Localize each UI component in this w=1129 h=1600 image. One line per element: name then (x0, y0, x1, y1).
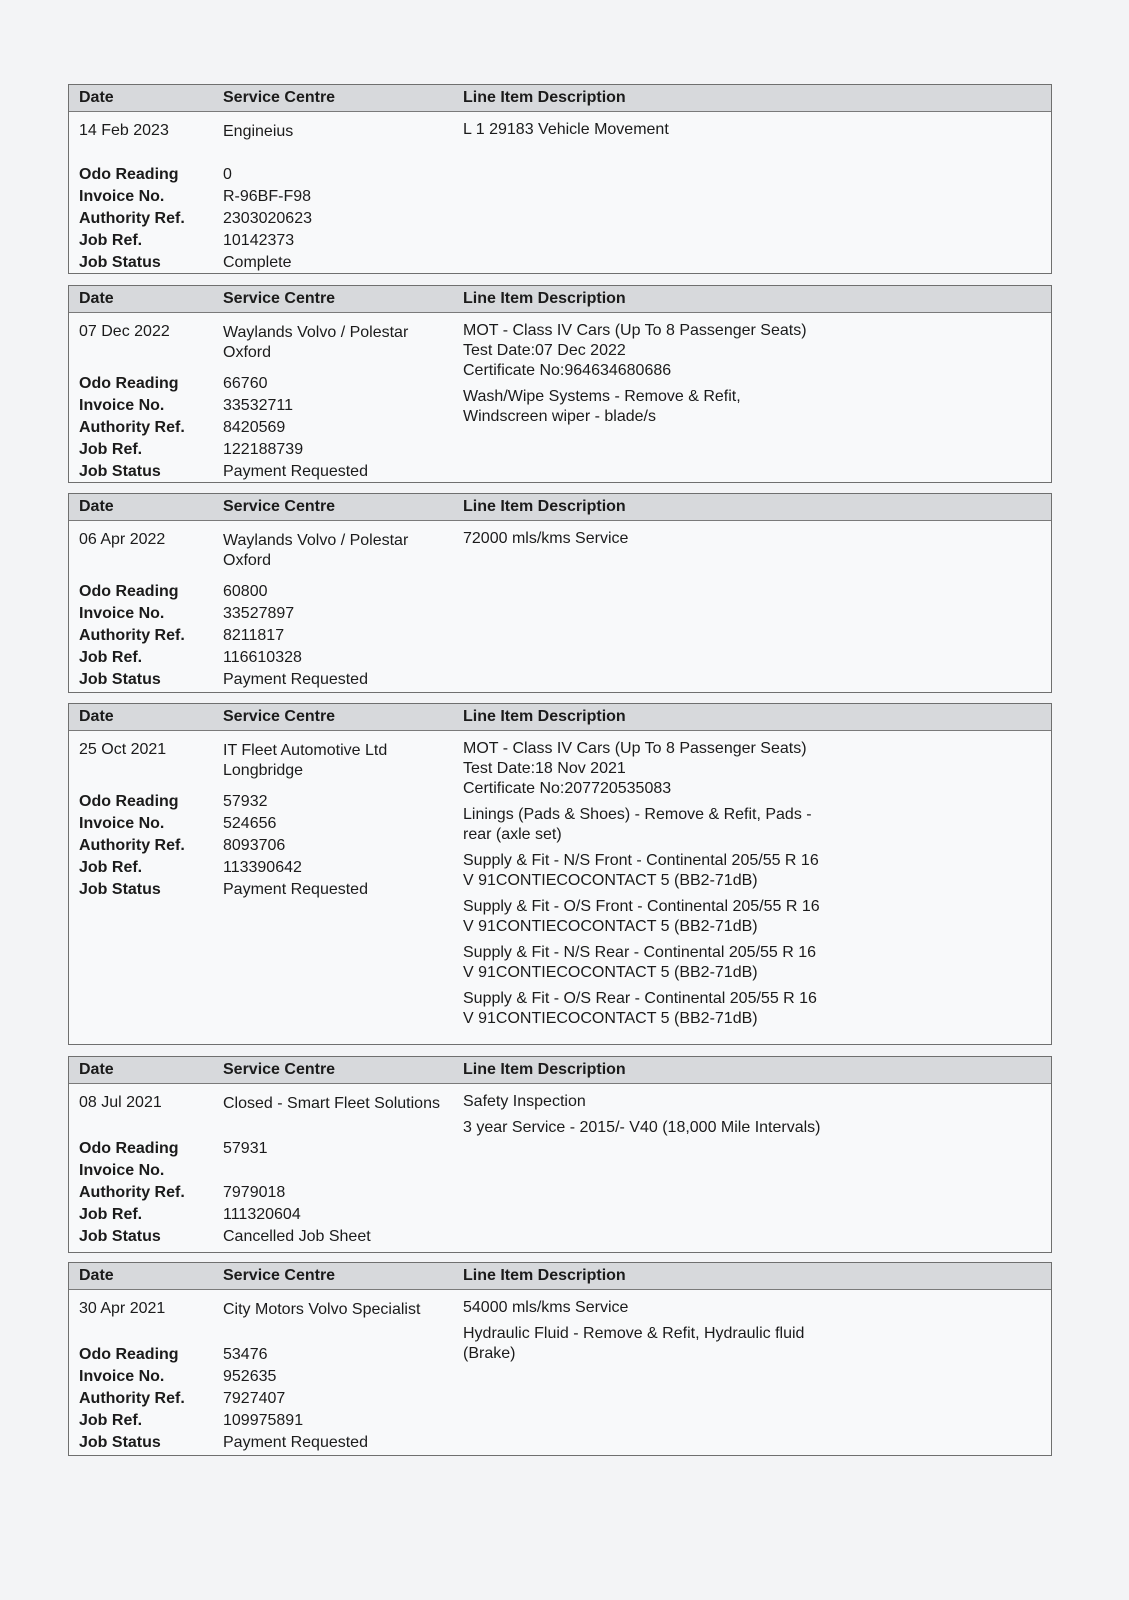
line-item-text: Hydraulic Fluid - Remove & Refit, Hydraulic fluid (463, 1325, 805, 1342)
record-date: 25 Oct 2021 (79, 741, 167, 758)
job-status-label: Job Status (79, 881, 161, 898)
job-ref-row (79, 647, 368, 669)
job-ref-value: 116610328 (223, 649, 302, 666)
job-status-row (79, 879, 368, 901)
authority-ref-label: Authority Ref. (79, 1184, 185, 1201)
invoice-number-row (79, 603, 368, 625)
job-ref-value: 122188739 (223, 441, 304, 458)
service-record (68, 84, 1052, 274)
line-items (463, 529, 873, 555)
authority-ref-value: 7979018 (223, 1184, 286, 1201)
job-status-value: Payment Requested (223, 881, 368, 898)
line-item-text: Supply & Fit - O/S Rear - Continental 205/55 R 16 (463, 990, 817, 1007)
line-item-text: Certificate No:964634680686 (463, 362, 672, 379)
header-line-item: Line Item Description (463, 290, 626, 307)
header-date: Date (79, 1267, 114, 1284)
invoice-number-value: 33532711 (223, 397, 293, 414)
service-record (68, 285, 1052, 483)
job-ref-row (79, 1410, 368, 1432)
line-items (463, 120, 873, 146)
line-item (463, 120, 873, 140)
line-item-text: Safety Inspection (463, 1093, 586, 1110)
service-centre: Waylands Volvo / Polestar Oxford (223, 532, 409, 569)
record-header (69, 1057, 1051, 1084)
job-ref-label: Job Ref. (79, 441, 143, 458)
line-item-text: Wash/Wipe Systems - Remove & Refit, (463, 388, 741, 405)
line-item-text: V 91CONTIECOCONTACT 5 (BB2-71dB) (463, 872, 758, 889)
invoice-number-label: Invoice No. (79, 188, 165, 205)
job-ref-value: 10142373 (223, 232, 295, 249)
record-fields (79, 1138, 371, 1248)
job-ref-label: Job Ref. (79, 1206, 143, 1223)
service-centre: Closed - Smart Fleet Solutions (223, 1095, 440, 1112)
invoice-number-value: 524656 (223, 815, 277, 832)
header-service-centre: Service Centre (223, 498, 336, 515)
odo-reading-value: 57932 (223, 793, 268, 810)
record-fields (79, 791, 368, 901)
record-fields (79, 373, 368, 483)
line-item-text: V 91CONTIECOCONTACT 5 (BB2-71dB) (463, 1010, 758, 1027)
odo-reading-value: 53476 (223, 1346, 268, 1363)
odo-reading-label: Odo Reading (79, 1140, 179, 1157)
invoice-number-label: Invoice No. (79, 1368, 165, 1385)
invoice-number-label: Invoice No. (79, 815, 165, 832)
job-ref-label: Job Ref. (79, 649, 143, 666)
line-item-text: Supply & Fit - O/S Front - Continental 205/55 R 16 (463, 898, 820, 915)
job-ref-label: Job Ref. (79, 232, 143, 249)
line-item (463, 851, 873, 891)
authority-ref-row (79, 835, 368, 857)
header-service-centre: Service Centre (223, 89, 336, 106)
odo-reading-row (79, 164, 312, 186)
invoice-number-label: Invoice No. (79, 397, 165, 414)
header-date: Date (79, 1061, 114, 1078)
line-item-text: Linings (Pads & Shoes) - Remove & Refit, Pads - (463, 806, 812, 823)
invoice-number-value: 952635 (223, 1368, 277, 1385)
service-record (68, 1056, 1052, 1253)
header-date: Date (79, 498, 114, 515)
line-item (463, 739, 873, 799)
line-items (463, 739, 873, 1035)
job-status-row (79, 252, 312, 274)
header-date: Date (79, 290, 114, 307)
odo-reading-value: 60800 (223, 583, 268, 600)
odo-reading-value: 57931 (223, 1140, 268, 1157)
record-date: 07 Dec 2022 (79, 323, 170, 340)
line-item (463, 1324, 873, 1364)
line-item-text: L 1 29183 Vehicle Movement (463, 121, 669, 138)
job-ref-value: 113390642 (223, 859, 302, 876)
line-item-text: Test Date:18 Nov 2021 (463, 760, 626, 777)
service-record (68, 703, 1052, 1045)
job-ref-row (79, 439, 368, 461)
line-items (463, 321, 873, 433)
odo-reading-label: Odo Reading (79, 583, 179, 600)
authority-ref-label: Authority Ref. (79, 837, 185, 854)
invoice-number-value: R-96BF-F98 (223, 188, 312, 205)
record-fields (79, 164, 312, 274)
authority-ref-value: 2303020623 (223, 210, 312, 227)
job-status-label: Job Status (79, 671, 161, 688)
job-ref-label: Job Ref. (79, 1412, 143, 1429)
header-date: Date (79, 89, 114, 106)
line-item-text: MOT - Class IV Cars (Up To 8 Passenger Seats) (463, 740, 807, 757)
record-date: 08 Jul 2021 (79, 1094, 162, 1111)
job-ref-label: Job Ref. (79, 859, 143, 876)
header-line-item: Line Item Description (463, 708, 626, 725)
line-item-text: 3 year Service - 2015/- V40 (18,000 Mile Intervals) (463, 1119, 821, 1136)
header-line-item: Line Item Description (463, 1061, 626, 1078)
job-status-value: Payment Requested (223, 463, 368, 480)
header-line-item: Line Item Description (463, 498, 626, 515)
line-item (463, 1298, 873, 1318)
invoice-number-row (79, 813, 368, 835)
job-ref-row (79, 1204, 371, 1226)
line-item (463, 1118, 873, 1138)
line-item-text: rear (axle set) (463, 826, 562, 843)
invoice-number-label: Invoice No. (79, 1162, 165, 1179)
invoice-number-value: 33527897 (223, 605, 295, 622)
line-items (463, 1092, 873, 1144)
odo-reading-label: Odo Reading (79, 375, 179, 392)
line-item-text: Supply & Fit - N/S Front - Continental 205/55 R 16 (463, 852, 819, 869)
job-status-value: Payment Requested (223, 671, 368, 688)
service-centre: Engineius (223, 123, 294, 140)
authority-ref-row (79, 1182, 371, 1204)
odo-reading-row (79, 1344, 368, 1366)
line-items (463, 1298, 873, 1370)
invoice-number-label: Invoice No. (79, 605, 165, 622)
job-status-label: Job Status (79, 1434, 161, 1451)
line-item-text: V 91CONTIECOCONTACT 5 (BB2-71dB) (463, 964, 758, 981)
line-item-text: 54000 mls/kms Service (463, 1299, 629, 1316)
odo-reading-value: 0 (223, 166, 232, 183)
authority-ref-value: 8420569 (223, 419, 286, 436)
job-status-row (79, 1226, 371, 1248)
header-service-centre: Service Centre (223, 290, 336, 307)
authority-ref-label: Authority Ref. (79, 210, 185, 227)
header-service-centre: Service Centre (223, 1267, 336, 1284)
job-status-row (79, 461, 368, 483)
line-item (463, 387, 873, 427)
line-item-text: (Brake) (463, 1345, 516, 1362)
record-header (69, 494, 1051, 521)
authority-ref-label: Authority Ref. (79, 627, 185, 644)
line-item (463, 943, 873, 983)
service-record (68, 493, 1052, 693)
invoice-number-row (79, 1366, 368, 1388)
record-date: 06 Apr 2022 (79, 531, 166, 548)
service-record (68, 1262, 1052, 1456)
line-item-text: Supply & Fit - N/S Rear - Continental 205/55 R 16 (463, 944, 817, 961)
odo-reading-row (79, 1138, 371, 1160)
invoice-number-row (79, 186, 312, 208)
service-centre: IT Fleet Automotive Ltd Longbridge (223, 742, 388, 779)
authority-ref-row (79, 1388, 368, 1410)
line-item (463, 897, 873, 937)
line-item (463, 805, 873, 845)
job-status-label: Job Status (79, 463, 161, 480)
job-status-label: Job Status (79, 1228, 161, 1245)
job-status-row (79, 669, 368, 691)
line-item-text: MOT - Class IV Cars (Up To 8 Passenger Seats) (463, 322, 807, 339)
header-service-centre: Service Centre (223, 1061, 336, 1078)
authority-ref-value: 8211817 (223, 627, 285, 644)
line-item-text: Certificate No:207720535083 (463, 780, 672, 797)
record-date: 30 Apr 2021 (79, 1300, 166, 1317)
authority-ref-row (79, 625, 368, 647)
header-line-item: Line Item Description (463, 89, 626, 106)
line-item-text: 72000 mls/kms Service (463, 530, 629, 547)
job-status-label: Job Status (79, 254, 161, 271)
authority-ref-value: 7927407 (223, 1390, 286, 1407)
odo-reading-row (79, 791, 368, 813)
invoice-number-row (79, 1160, 371, 1182)
record-fields (79, 1344, 368, 1454)
job-ref-value: 109975891 (223, 1412, 304, 1429)
record-header (69, 1263, 1051, 1290)
job-status-value: Payment Requested (223, 1434, 368, 1451)
job-ref-row (79, 230, 312, 252)
authority-ref-label: Authority Ref. (79, 419, 185, 436)
authority-ref-label: Authority Ref. (79, 1390, 185, 1407)
record-date: 14 Feb 2023 (79, 122, 169, 139)
line-item-text: Test Date:07 Dec 2022 (463, 342, 626, 359)
header-date: Date (79, 708, 114, 725)
odo-reading-value: 66760 (223, 375, 268, 392)
service-centre: Waylands Volvo / Polestar Oxford (223, 324, 409, 361)
line-item-text: V 91CONTIECOCONTACT 5 (BB2-71dB) (463, 918, 758, 935)
job-status-value: Cancelled Job Sheet (223, 1228, 371, 1245)
odo-reading-label: Odo Reading (79, 793, 179, 810)
job-status-value: Complete (223, 254, 292, 271)
authority-ref-row (79, 417, 368, 439)
record-header (69, 85, 1051, 112)
line-item (463, 1092, 873, 1112)
line-item (463, 989, 873, 1029)
record-header (69, 704, 1051, 731)
header-line-item: Line Item Description (463, 1267, 626, 1284)
job-status-row (79, 1432, 368, 1454)
line-item (463, 321, 873, 381)
job-ref-value: 111320604 (223, 1206, 301, 1223)
invoice-number-row (79, 395, 368, 417)
header-service-centre: Service Centre (223, 708, 336, 725)
line-item-text: Windscreen wiper - blade/s (463, 408, 656, 425)
job-ref-row (79, 857, 368, 879)
odo-reading-row (79, 373, 368, 395)
record-fields (79, 581, 368, 691)
odo-reading-label: Odo Reading (79, 166, 179, 183)
service-centre: City Motors Volvo Specialist (223, 1301, 421, 1318)
authority-ref-value: 8093706 (223, 837, 286, 854)
record-header (69, 286, 1051, 313)
odo-reading-row (79, 581, 368, 603)
odo-reading-label: Odo Reading (79, 1346, 179, 1363)
line-item (463, 529, 873, 549)
authority-ref-row (79, 208, 312, 230)
